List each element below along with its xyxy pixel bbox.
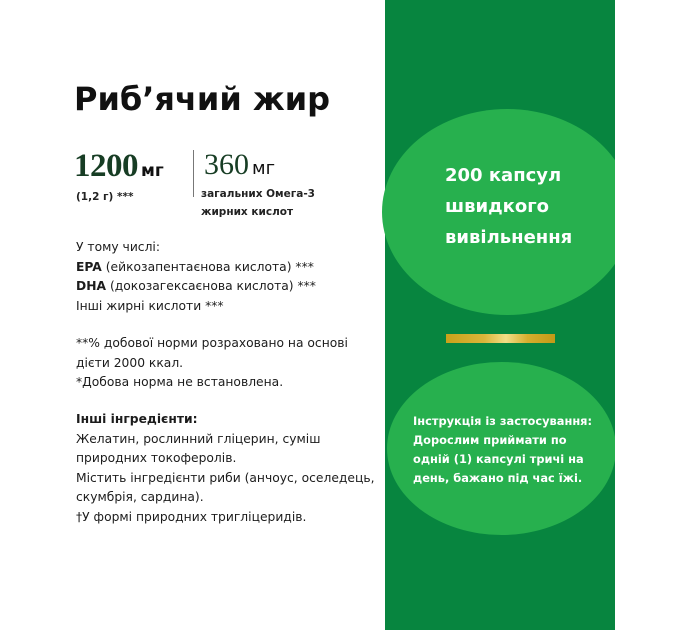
dosage-divider: [193, 150, 194, 197]
footnote-line: *Добова норма не встановлена.: [76, 375, 284, 390]
dosage-note: (1,2 г) ***: [76, 191, 134, 203]
composition-item-dha: [76, 277, 316, 297]
composition-heading: У тому числі:: [76, 240, 160, 254]
dosage-amount: [74, 148, 164, 185]
instructions-line: одній (1) капсулі тричі на: [413, 452, 584, 466]
footnotes-block: [76, 334, 348, 393]
capsules-badge-line: вивільнення: [445, 227, 573, 248]
gold-divider-bar: [446, 334, 555, 343]
composition-item-code: DHA: [76, 279, 107, 294]
dosage-number: 1200: [74, 148, 138, 184]
instructions-line: день, бажано під час їжі.: [413, 471, 583, 485]
right-margin: [615, 0, 680, 630]
other-ingredients-heading: [76, 410, 375, 430]
instructions-line: Інструкція із застосування:: [413, 414, 593, 428]
ingredient-line: †У формі природних тригліцеридів.: [76, 509, 307, 524]
ingredient-line: скумбрія, сардина).: [76, 490, 204, 505]
other-ingredients-block: [76, 410, 375, 528]
composition-item-code: EPA: [76, 259, 102, 274]
omega3-label-line: жирних кислот: [201, 206, 294, 218]
composition-item-text: (докозагексаєнова кислота) ***: [106, 279, 316, 294]
omega3-amount: [204, 148, 275, 182]
omega3-label: [201, 185, 315, 221]
dosage-unit: мг: [141, 161, 164, 181]
capsules-badge-line: 200 капсул: [445, 165, 562, 186]
footnote-line: **% добової норми розраховано на основі: [76, 336, 348, 350]
ingredient-line: природних токоферолів.: [76, 451, 237, 466]
capsules-badge-line: швидкого: [445, 196, 550, 217]
product-title: Риб’ячий жир: [74, 80, 331, 118]
ingredient-line: Желатин, рослинний гліцерин, суміш: [76, 431, 321, 446]
capsules-badge-text: [445, 160, 572, 253]
composition-item-other: Інші жирні кислоти ***: [76, 298, 224, 313]
instructions-line: Дорослим приймати по: [413, 433, 567, 447]
instructions-text: [413, 412, 592, 488]
omega3-number: 360: [204, 148, 249, 181]
composition-item-epa: [76, 258, 316, 278]
omega3-unit: мг: [252, 158, 276, 179]
composition-item-text: (ейкозапентаєнова кислота) ***: [101, 259, 314, 274]
ingredient-line: Містить інгредієнти риби (анчоус, оселедець,: [76, 470, 375, 485]
green-side-panel: [385, 0, 615, 630]
other-ingredients-heading-text: Інші інгредієнти:: [76, 412, 198, 426]
footnote-line: дієти 2000 ккал.: [76, 355, 184, 370]
composition-block: [76, 238, 316, 316]
omega3-label-line: загальних Омега-3: [201, 188, 315, 200]
